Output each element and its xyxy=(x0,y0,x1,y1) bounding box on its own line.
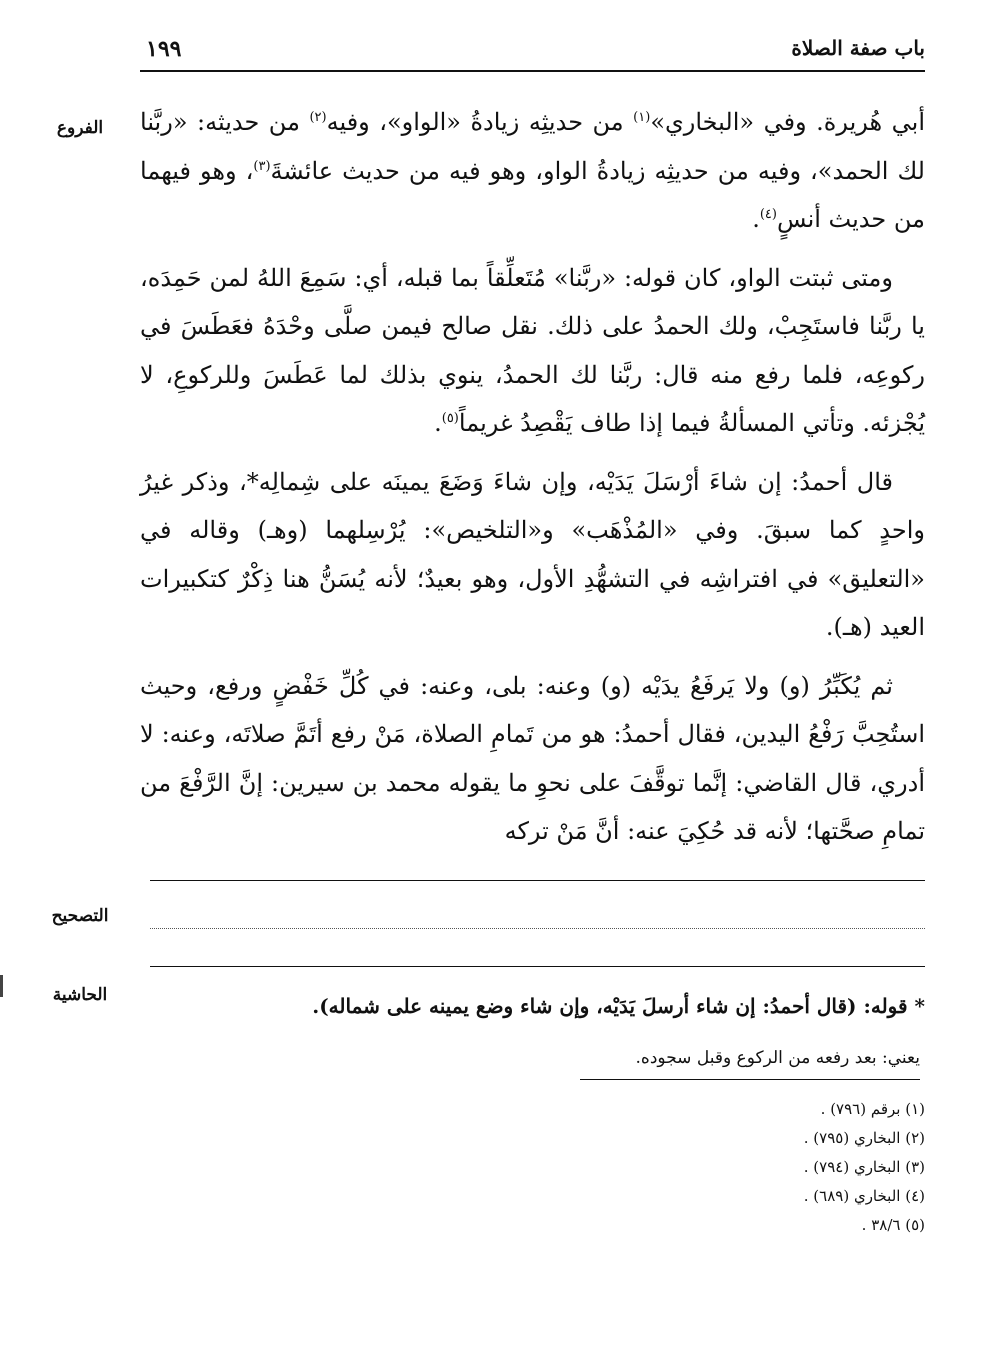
main-text-rule xyxy=(150,880,925,881)
footnote-item: (٤) البخاري (٦٨٩) . xyxy=(803,1187,925,1205)
page-number: ١٩٩ xyxy=(146,36,182,62)
main-text xyxy=(140,98,925,866)
paragraph-text: ثم يُكَبِّرُ (و) ولا يَرفَعُ يدَيْه (و) وعنه: بلى، وعنه: في كُلِّ خَفْضٍ ورفع، وحيث استُحِبَّ رَفْعُ اليدين، فقال أحمدُ: هو من تَمامِ الصلاة، مَنْ رفع أتَمَّ صلاتَه، وعنه: لا أدري، قال القاضي: إنَّما توقَّفَ على نحوِ ما يقوله محمد بن سيرين: إنَّ الرَّفْعَ من تمامِ صحَّتها؛ لأنه قد حُكِيَ عنه: أنَّ مَنْ تركه xyxy=(140,671,925,845)
main-paragraph xyxy=(140,98,925,244)
footnote-ref: (١) xyxy=(633,110,651,125)
main-paragraph xyxy=(140,254,925,448)
side-label-hashiya: الحاشية xyxy=(52,985,108,1005)
side-label-furu: الفروع xyxy=(56,118,104,138)
paragraph-text: أبي هُريرة. وفي «البخاري» xyxy=(650,108,926,136)
header-rule xyxy=(140,70,925,72)
paragraph-text: . xyxy=(434,409,442,437)
paragraph-text: ، وهو فيهما من حديث أنسٍ xyxy=(140,156,925,233)
footnote-ref: (٤) xyxy=(759,207,777,222)
hashiya-note: * قوله: (قال أحمدُ: إن شاء أرسلَ يَدَيْه، وإن شاء وضع يمينه على شماله). xyxy=(312,994,925,1018)
footnote-item: (٢) البخاري (٧٩٥) . xyxy=(803,1129,925,1147)
paragraph-text: ومتى ثبتت الواو، كان قوله: «ربَّنا» مُتَعلِّقاً بما قبله، أي: سَمِعَ اللهُ لمن حَمِدَه، يا ربَّنا فاستَجِبْ، ولك الحمدُ على ذلك. نقل صالح فيمن صلَّى وحْدَهُ فعَطَسَ في ركوعِه، فلما رفع منه قال: ربَّنا لك الحمدُ، ينوي بذلك لما عَطَسَ وللركوعِ، لا يُجْزئه. وتأتي المسألةُ فيما إذا طاف يَقْصِدُ غريماً xyxy=(140,263,925,437)
footnote-ref: (٢) xyxy=(309,110,327,125)
footnote-item: (٣) البخاري (٧٩٤) . xyxy=(803,1158,925,1176)
paragraph-text: . xyxy=(752,205,760,233)
paragraph-text: من حديثِه زيادةُ «الواو»، وفيه xyxy=(326,108,634,136)
footnotes xyxy=(500,1095,925,1240)
side-label-tashih: التصحيح xyxy=(51,906,109,926)
hashiya-explanation: يعني: بعد رفعه من الركوع وقبل سجوده. xyxy=(580,1043,920,1080)
main-paragraph xyxy=(140,458,925,652)
scan-edge-mark xyxy=(0,975,3,997)
page-header xyxy=(140,36,925,70)
footnote-ref: (٣) xyxy=(253,158,271,174)
footnote-item: (١) برقم (٧٩٦) . xyxy=(820,1100,925,1118)
tashih-dotted-line xyxy=(150,928,925,929)
paragraph-text: قال أحمدُ: إن شاءَ أرْسَلَ يَدَيْه، وإن شاءَ وَضَعَ يمينَه على شِمالِه*، وذكر غيرُ واحدٍ كما سبقَ. وفي «المُذْهَب» و«التلخيص»: يُرْسِلهما (وهـ) وقاله في «التعليق» في افتراشِه في التشهُّدِ الأول، وهو بعيدٌ؛ لأنه يُسَنُّ هنا ذِكْرٌ كتكبيرات العيد (هـ). xyxy=(140,467,925,641)
paragraph-text: من حديثه: «ربَّنا لك الحمد»، وفيه من حديثِه زيادةُ الواو، وهو فيه من حديث عائشةَ xyxy=(140,108,925,185)
chapter-title: باب صفة الصلاة xyxy=(791,36,925,60)
tashih-rule xyxy=(150,966,925,967)
main-paragraph xyxy=(140,662,925,856)
footnote-item: (٥) ٣٨/٦ . xyxy=(861,1216,925,1234)
footnote-ref: (٥) xyxy=(441,411,459,426)
